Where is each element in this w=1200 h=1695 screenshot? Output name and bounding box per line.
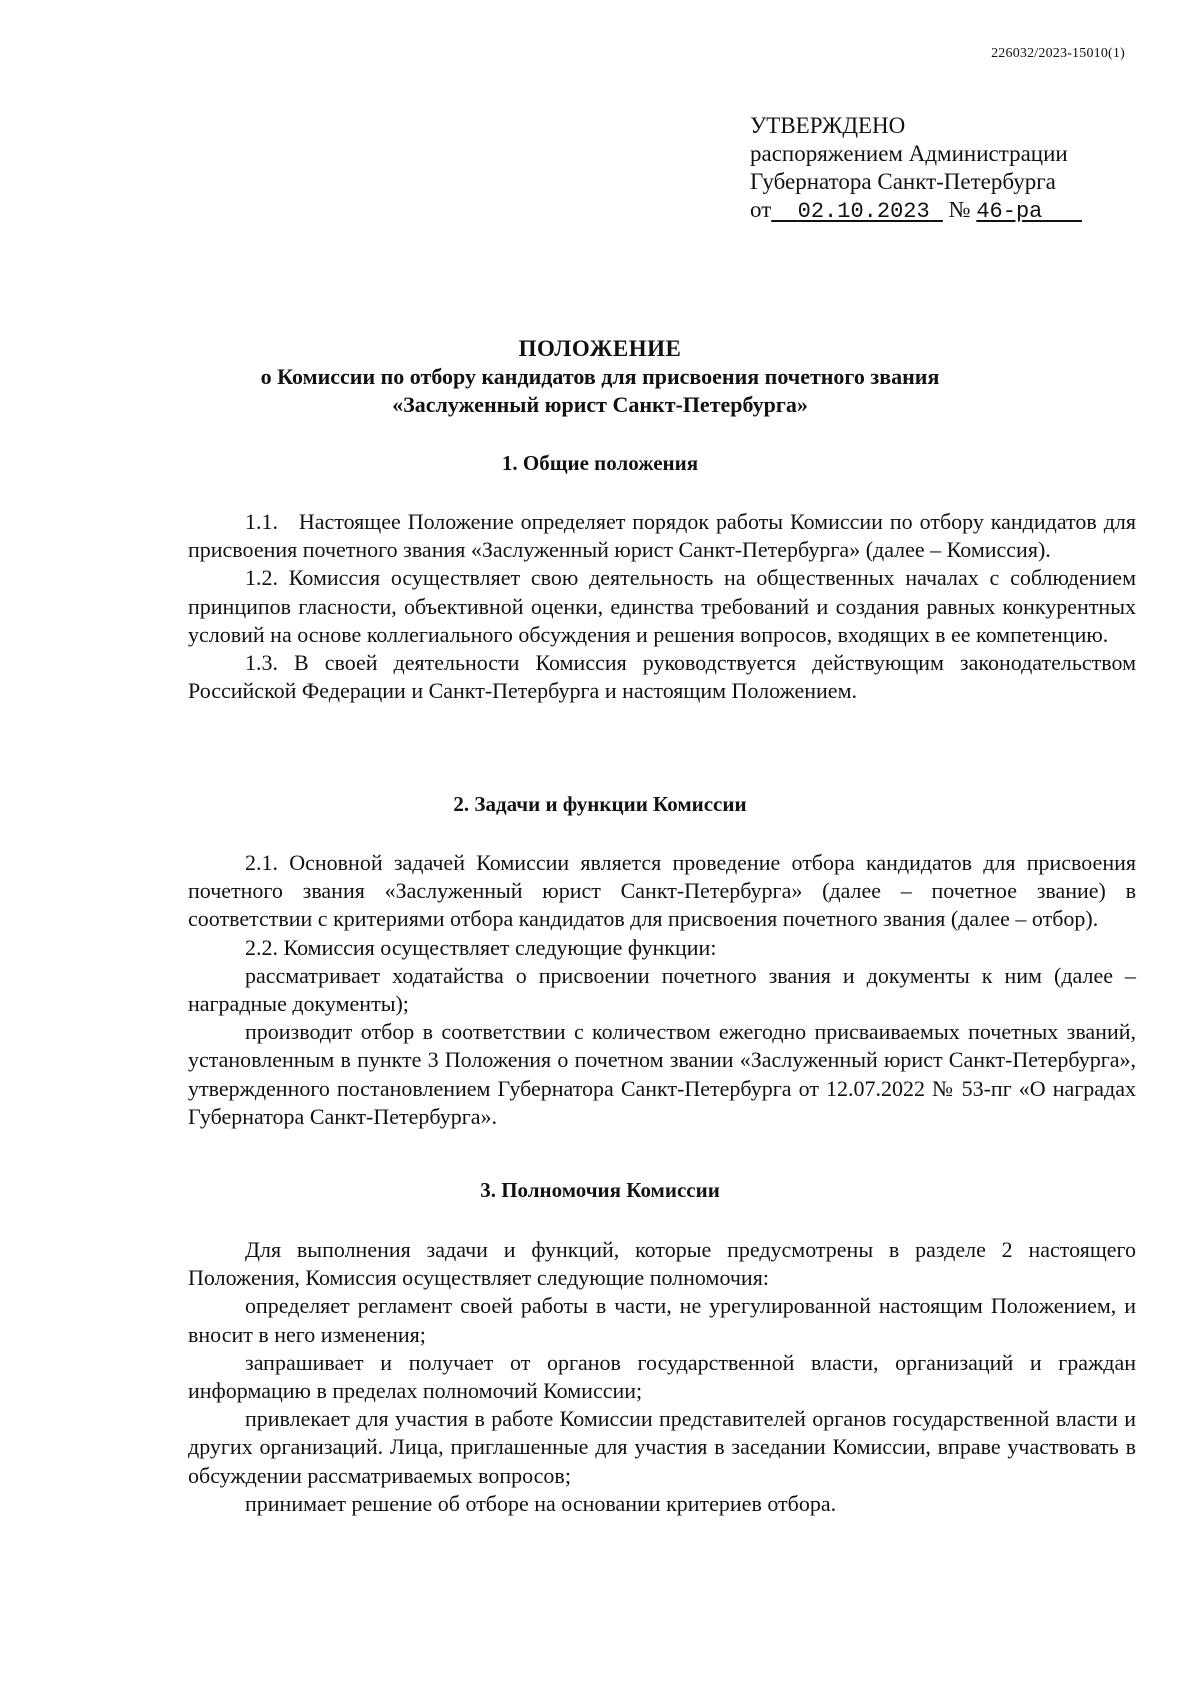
title-subtitle-1: о Комиссии по отбору кандидатов для присвоения почетного звания (260, 364, 940, 389)
section-2-heading: 2. Задачи и функции Комиссии (453, 792, 747, 816)
approval-title: УТВЕРЖДЕНО (750, 113, 906, 138)
paragraph-2-1: 2.1. Основной задачей Комиссии является проведение отбора кандидатов для присвоения почетного звания «Заслуженный юрист Санкт-Петербурга» (далее – почетное звание) в соответствии с критериями отбора кандидатов для присвоения почетного звания (далее – отбор). (188, 850, 1136, 932)
date-prefix: от (750, 197, 772, 222)
document-id: 226032/2023-15010(1) (991, 46, 1125, 61)
approval-order-line: распоряжением Администрации (750, 141, 1068, 166)
paragraph-2-item-1: рассматривает ходатайства о присвоении почетного звания и документы к ним (далее – наградные документы); (188, 962, 1136, 1017)
section-3-heading: 3. Полномочия Комиссии (480, 1178, 720, 1202)
paragraph-3-intro: Для выполнения задачи и функций, которые предусмотрены в разделе 2 настоящего Положения, Комиссия осуществляет следующие полномочия: (188, 1237, 1136, 1291)
approval-number: 46-ра (976, 199, 1043, 224)
approval-date: 02.10.2023 (797, 199, 930, 224)
section-3-body (188, 1236, 1136, 1518)
paragraph-3-item-1: определяет регламент своей работы в части, не урегулированной настоящим Положением, и вносит в него изменения; (188, 1293, 1136, 1347)
paragraph-1-3: 1.3. В своей деятельности Комиссия руководствуется действующим законодательством Российской Федерации и Санкт-Петербурга и настоящим Положением. (188, 650, 1136, 704)
approval-date-line (750, 196, 1082, 226)
title-main: ПОЛОЖЕНИЕ (518, 336, 682, 361)
paragraph-3-item-4: принимает решение об отборе на основании критериев отбора. (245, 1490, 837, 1516)
section-1-body (188, 508, 1142, 705)
approval-block (750, 112, 1082, 226)
paragraph-2-2: 2.2. Комиссия осуществляет следующие функции: (245, 934, 717, 960)
paragraph-1-1: 1.1. Настоящее Положение определяет порядок работы Комиссии по отбору кандидатов для присвоения почетного звания «Заслуженный юрист Санкт-Петербурга» (далее – Комиссия). (188, 509, 1142, 563)
paragraph-3-item-2: запрашивает и получает от органов государственной власти, организаций и граждан информацию в пределах полномочий Комиссии; (188, 1349, 1136, 1404)
number-prefix: № (948, 197, 971, 222)
section-1-heading: 1. Общие положения (501, 451, 699, 475)
approval-authority-line: Губернатора Санкт-Петербурга (750, 169, 1056, 194)
paragraph-1-2: 1.2. Комиссия осуществляет свою деятельность на общественных началах с соблюдением принципов гласности, объективной оценки, единства требований и создания равных конкурентных условий на основе коллегиального обсуждения и решения вопросов, входящих в ее компетенцию. (188, 565, 1136, 647)
section-2-body (188, 849, 1136, 1131)
document-title (0, 335, 1200, 419)
paragraph-2-item-2: производит отбор в соответствии с количеством ежегодно присваиваемых почетных званий, установленным в пункте 3 Положения о почетном звании «Заслуженный юрист Санкт-Петербурга», утвержденного постановлением Губернатора Санкт-Петербурга от 12.07.2022 № 53-пг «О наградах Губернатора Санкт-Петербурга». (188, 1019, 1136, 1129)
title-subtitle-2: «Заслуженный юрист Санкт-Петербурга» (392, 392, 808, 417)
paragraph-3-item-3: привлекает для участия в работе Комиссии представителей органов государственной власти и других организаций. Лица, приглашенные для участия в заседании Комиссии, вправе участвовать в обсуждении рассматриваемых вопросов; (188, 1406, 1136, 1488)
